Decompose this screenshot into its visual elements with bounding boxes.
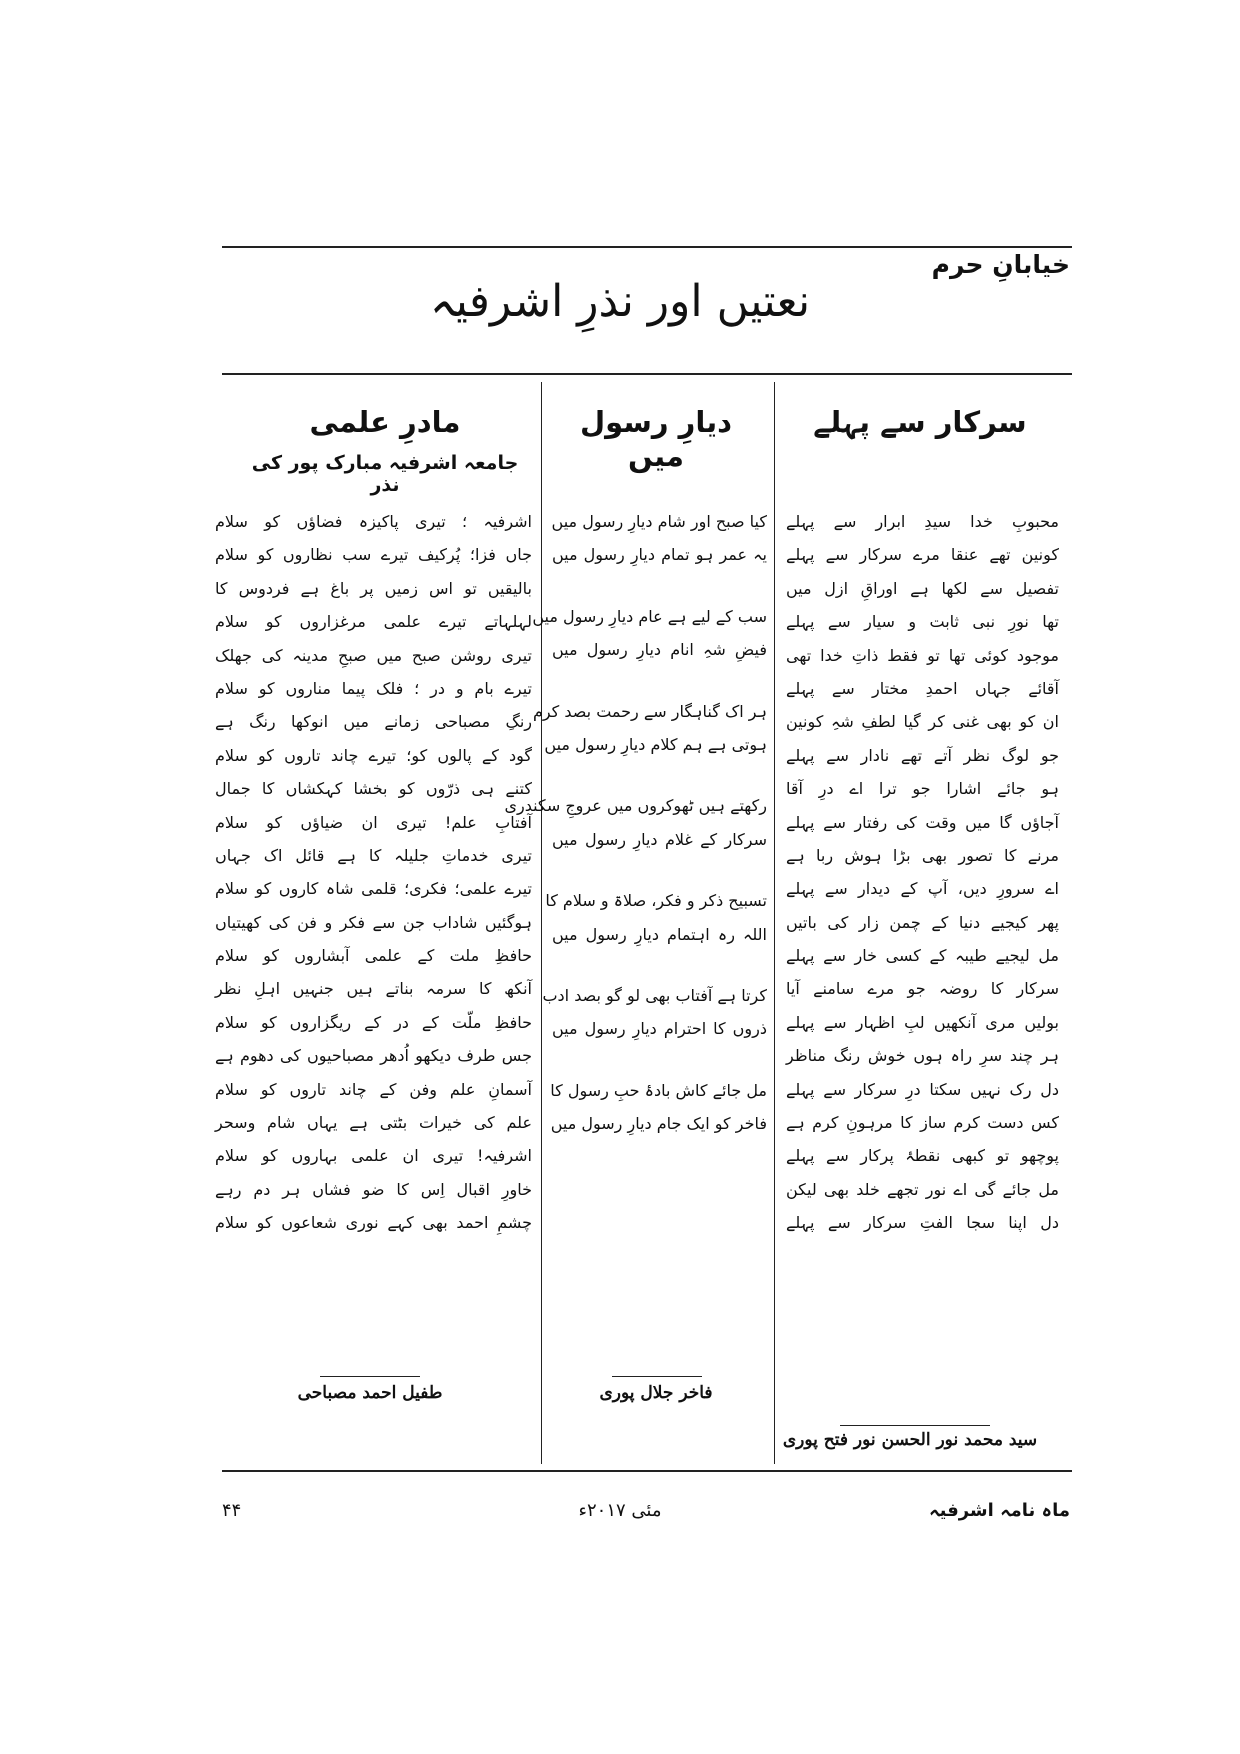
verse-line: اشرفیہ ؛ تیری پاکیزہ فضاؤں کو سلام	[215, 512, 532, 531]
verse-line: آفتابِ علم! تیری ان ضیاؤں کو سلام	[215, 812, 532, 832]
verse-line: بالیقیں تو اس زمیں پر باغ ہے فردوس کا	[215, 578, 532, 598]
verse-line: فیضِ شہِ انام دیارِ رسول میں	[552, 640, 767, 660]
verse-line: آجاؤں گا میں وقت کی رفتار سے پہلے	[786, 812, 1059, 832]
bottom-rule	[222, 1470, 1072, 1472]
verse-line: تیری روشن صبح میں صبحِ مدینہ کی جھلک	[215, 645, 532, 665]
page-title: نعتیں اور نذرِ اشرفیہ	[429, 276, 811, 327]
verse-line: آنکھ کا سرمہ بناتے ہیں جنہیں اہلِ نظر	[215, 979, 532, 999]
verse-line: اللہ رہ اہتمام دیارِ رسول میں	[552, 924, 767, 944]
verse-line: سرکار کے غلام دیارِ رسول میں	[552, 829, 767, 849]
poet-name-nur: سید محمد نور الحسن نور فتح پوری	[782, 1430, 1038, 1450]
verse-line: ذروں کا احترام دیارِ رسول میں	[552, 1019, 767, 1039]
verse-line: اشرفیہ! تیری ان علمی بہاروں کو سلام	[215, 1146, 532, 1166]
verse-line: لہلہاتے تیرے علمی مرغزاروں کو سلام	[215, 612, 532, 632]
verse-line: تفصیل سے لکھا ہے اوراقِ ازل میں	[786, 578, 1059, 598]
verse-line: دل اپنا سجا الفتِ سرکار سے پہلے	[786, 1213, 1059, 1233]
verse-line: تیرے علمی؛ فکری؛ قلمی شاہ کاروں کو سلام	[215, 879, 532, 899]
verse-line: حافظِ ملّت کے در کے ریگزاروں کو سلام	[215, 1012, 532, 1032]
footer-page-number: ۴۴	[222, 1500, 242, 1521]
verse-line: پوچھو تو کبھی نقطۂ پرکار سے پہلے	[786, 1146, 1059, 1166]
verse-line: یہ عمر ہو تمام دیارِ رسول میں	[552, 545, 767, 565]
title-rule	[222, 373, 1072, 375]
section-label: خیابانِ حرم	[931, 250, 1070, 279]
footer-magazine-name: ماہ نامہ اشرفیہ	[929, 1500, 1070, 1521]
verse-line: علم کی خیرات بٹتی ہے یہاں شام وسحر	[215, 1113, 532, 1133]
verse-line: تھا نورِ نبی ثابت و سیار سے پہلے	[786, 612, 1059, 632]
verse-line: مل جائے گی اے نور تجھے خلد بھی لیکن	[786, 1179, 1059, 1199]
verse-line: کیا صبح اور شام دیارِ رسول میں	[551, 512, 767, 531]
footer-date: مئی ۲۰۱۷ء	[578, 1500, 662, 1521]
verse-line: آقائے جہاں احمدِ مختار سے پہلے	[786, 678, 1059, 698]
verse-line: محبوبِ خدا سیدِ ابرار سے پہلے	[786, 512, 1059, 531]
verse-line: کس دست کرم ساز کا مرہونِ کرم ہے	[786, 1113, 1059, 1133]
verse-line: حافظِ ملت کے علمی آبشاروں کو سلام	[215, 946, 532, 966]
poem-title-diyar: دیارِ رسول میں	[579, 405, 732, 473]
verse-line: سرکار کا روضہ جو مرے سامنے آیا	[786, 979, 1059, 999]
verse-line: مرنے کا تصور بھی بڑا ہوش ربا ہے	[786, 845, 1059, 865]
verse-line: سب کے لیے ہے عام دیارِ رسول میں	[532, 606, 767, 626]
verse-line: رنگِ مصباحی زمانے میں انوکھا رنگ ہے	[215, 712, 532, 732]
poem-verses-madar	[215, 505, 532, 1240]
verse-line: تسبیح ذکر و فکر، صلاۃ و سلام کا	[545, 891, 767, 911]
verse-line: ہر اک گناہگار سے رحمت بصد کرم	[532, 701, 767, 721]
verse-line: فاخر کو ایک جام دیارِ رسول میں	[550, 1114, 767, 1134]
poem-title-madar: مادرِ علمی	[309, 405, 461, 439]
poet-underline-nur	[840, 1425, 990, 1426]
verse-line: موجود کوئی تھا تو فقط ذاتِ خدا تھی	[786, 645, 1059, 665]
column-divider-left	[541, 382, 542, 1464]
top-rule	[222, 246, 1072, 248]
verse-line: ہوتی ہے ہم کلام دیارِ رسول میں	[544, 734, 767, 754]
verse-line: بولیں مری آنکھیں لبِ اظہار سے پہلے	[786, 1012, 1059, 1032]
poet-underline-tufail	[320, 1376, 420, 1377]
verse-line: جاں فزا؛ پُرکیف تیرے سب نظاروں کو سلام	[215, 545, 532, 565]
poem-verses-diyar	[504, 505, 767, 1168]
verse-line: مل لیجیے طیبہ کے کسی خار سے پہلے	[786, 946, 1059, 966]
verse-line: رکھتے ہیں ٹھوکروں میں عروجِ سکندری	[504, 796, 767, 816]
verse-line: آسمانِ علم وفن کے چاند تاروں کو سلام	[215, 1079, 532, 1099]
verse-line: جس طرف دیکھو اُدھر مصباحیوں کی دھوم ہے	[215, 1046, 532, 1066]
verse-line: پھر کیجیے دنیا کے چمن زار کی باتیں	[786, 912, 1059, 932]
verse-line: ہر چند سرِ راہ ہوں خوش رنگ مناظر	[786, 1046, 1059, 1066]
poet-name-tufail: طفیل احمد مصباحی	[297, 1383, 443, 1403]
verse-line: جو لوگ نظر آتے تھے نادار سے پہلے	[786, 745, 1059, 765]
poem-verses-sarkar	[786, 505, 1059, 1240]
column-divider-right	[774, 382, 775, 1464]
verse-line: کونین تھے عنقا مرے سرکار سے پہلے	[786, 545, 1059, 565]
verse-line: کتنے ہی ذرّوں کو بخشا کہکشاں کا جمال	[215, 779, 532, 799]
verse-line: ان کو بھی غنی کر گیا لطفِ شہِ کونین	[786, 712, 1059, 732]
verse-line: مل جائے کاش بادۂ حبِ رسول کا	[550, 1080, 767, 1100]
verse-line: گود کے پالوں کو؛ تیرے چاند تاروں کو سلام	[215, 745, 532, 765]
poet-underline-fakhir	[612, 1376, 702, 1377]
verse-line: تیری خدماتِ جلیلہ کا ہے قائل اک جہاں	[215, 845, 532, 865]
verse-line: اے سرورِ دیں، آپ کے دیدار سے پہلے	[786, 879, 1059, 899]
verse-line: دل رک نہیں سکتا درِ سرکار سے پہلے	[786, 1079, 1059, 1099]
poem-subtitle-madar: جامعہ اشرفیہ مبارک پور کی نذر	[251, 452, 519, 496]
poem-title-sarkar: سرکار سے پہلے	[813, 405, 1027, 439]
verse-line: چشمِ احمد بھی کہے نوری شعاعوں کو سلام	[215, 1213, 532, 1233]
verse-line: کرتا ہے آفتاب بھی لو گو بصد ادب	[542, 985, 767, 1005]
verse-line: ہو جائے اشارا جو ترا اے درِ آقا	[786, 779, 1059, 799]
verse-line: خاورِ اقبال اِس کا ضو فشاں ہر دم رہے	[215, 1179, 532, 1199]
verse-line: تیرے بام و در ؛ فلک پیما مناروں کو سلام	[215, 678, 532, 698]
poet-name-fakhir: فاخر جلال پوری	[599, 1383, 713, 1403]
verse-line: ہوگئیں شاداب جن سے فکر و فن کی کھیتیاں	[215, 912, 532, 932]
